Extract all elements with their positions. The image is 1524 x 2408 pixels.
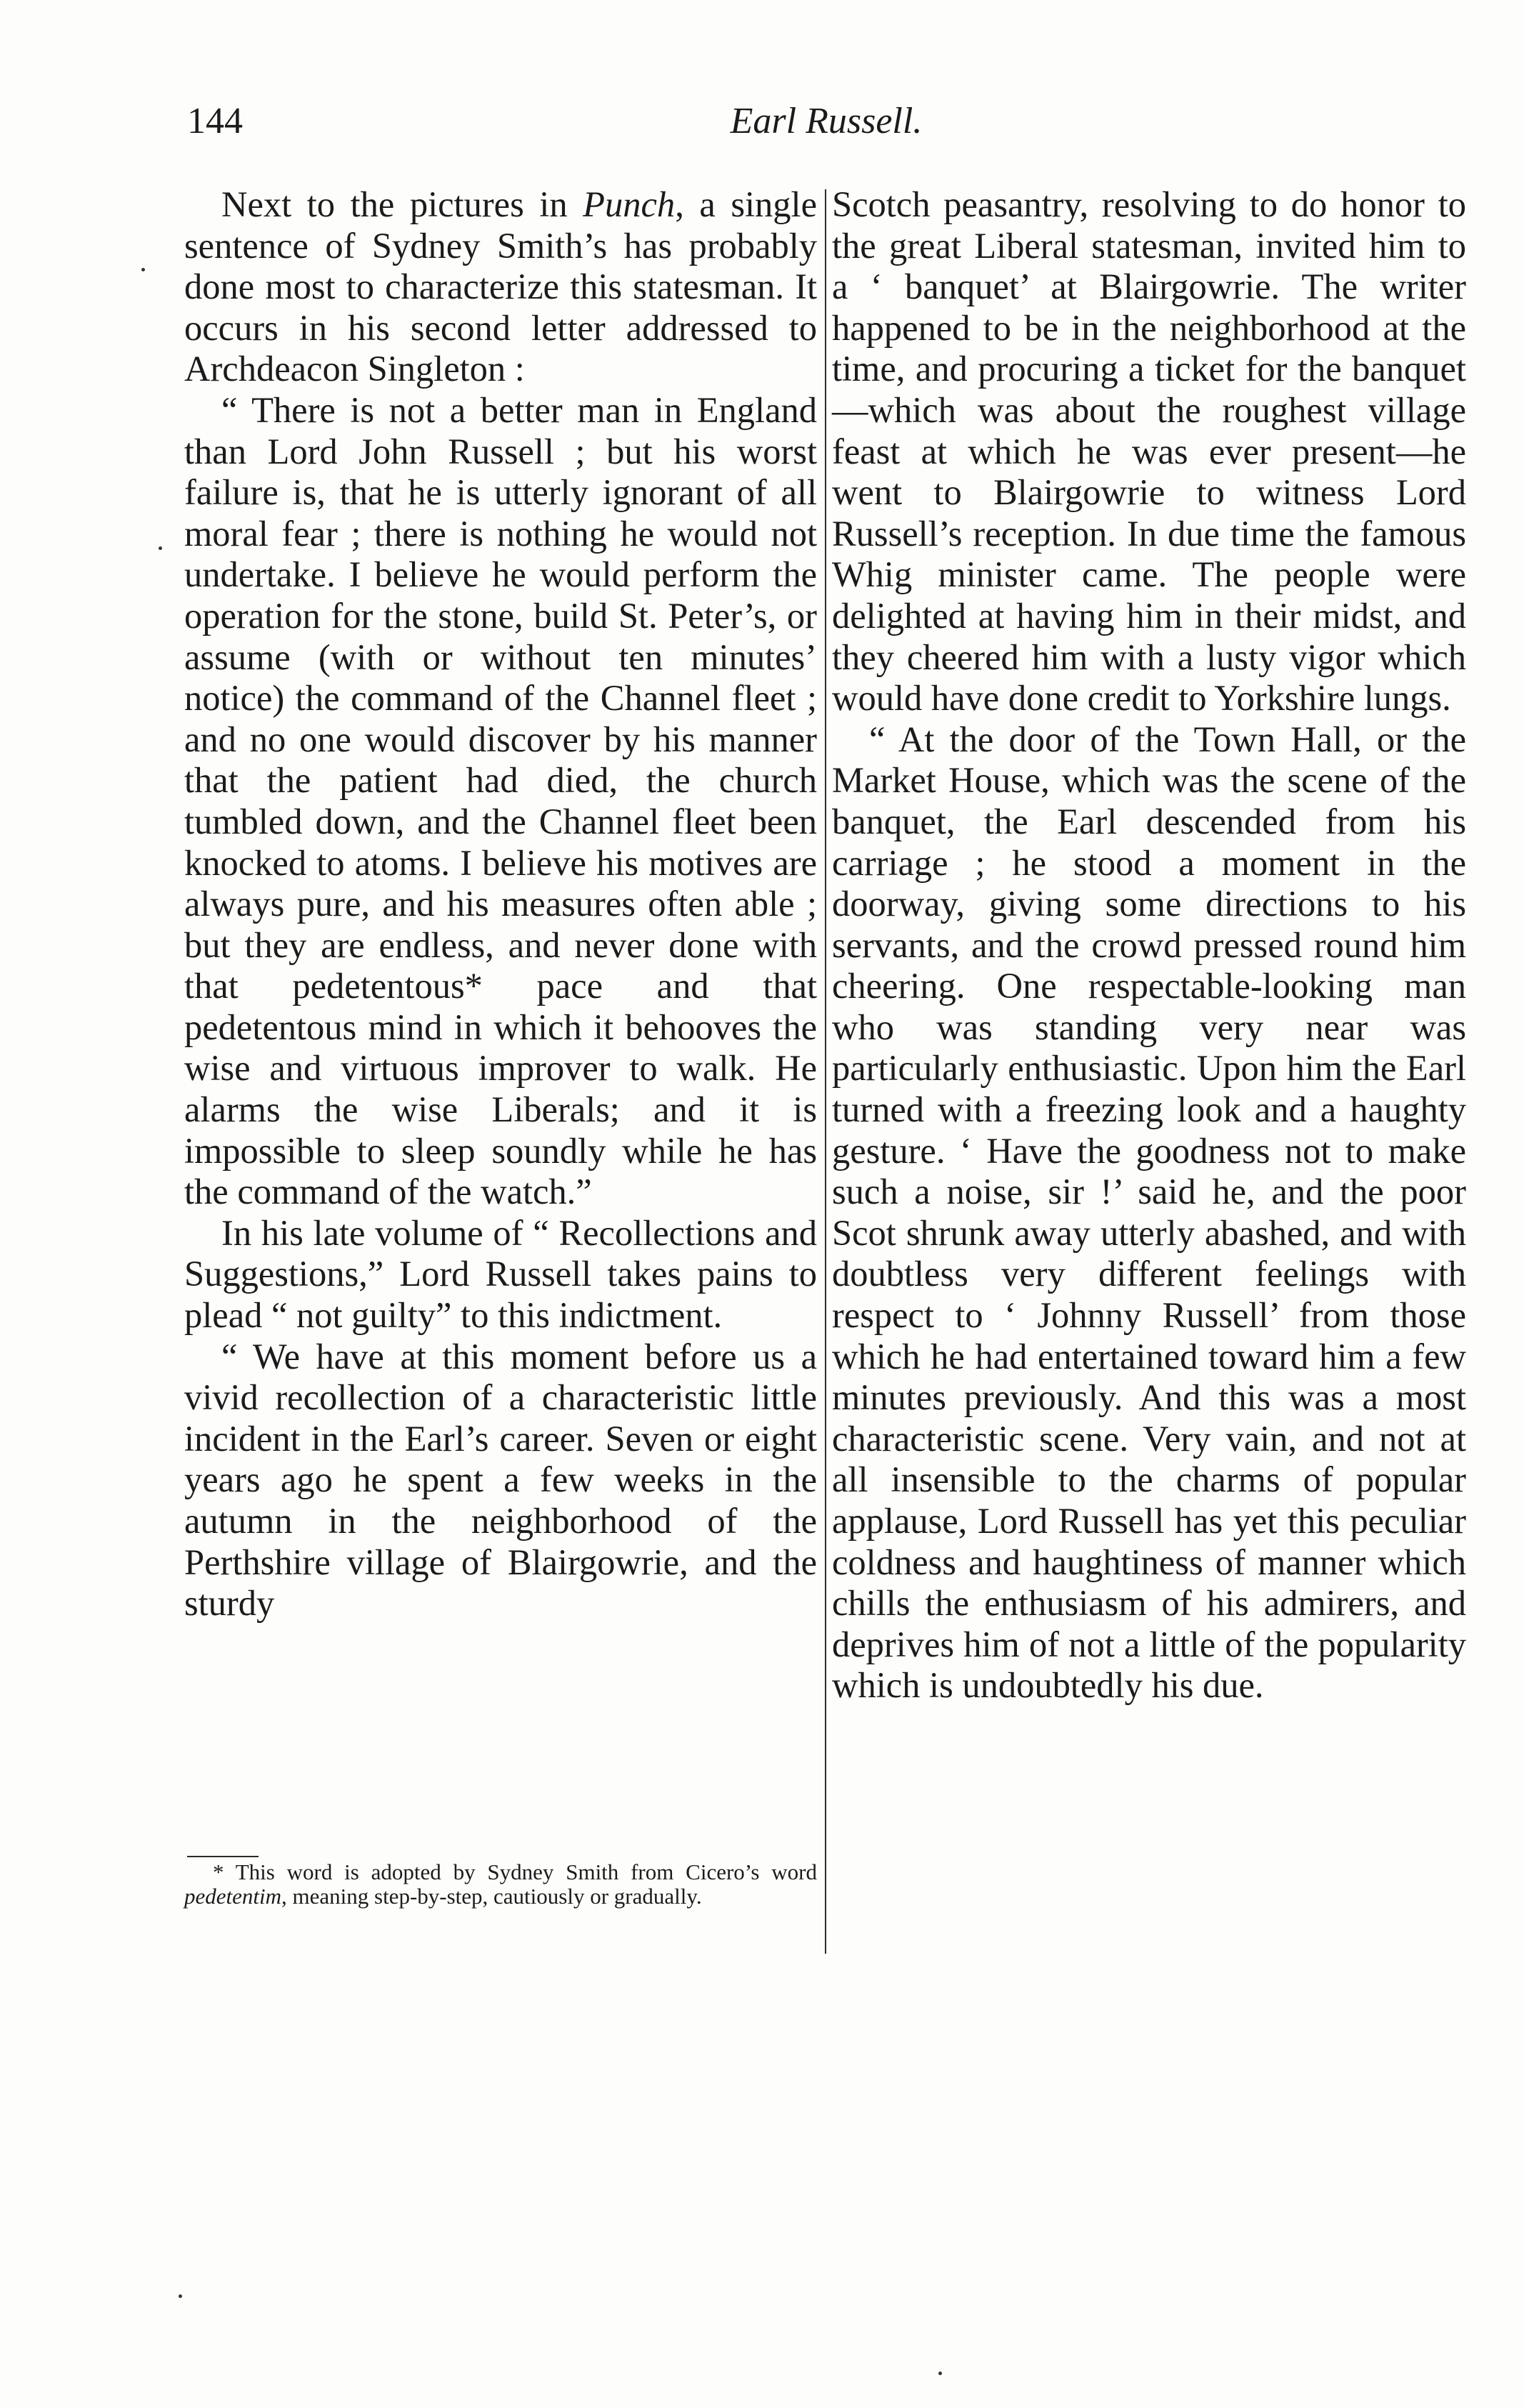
scan-speck (938, 2372, 942, 2375)
footnote-rule (187, 1856, 259, 1857)
paragraph: “ At the door of the Town Hall, or the Market House, which was the scene of the banquet, the Earl descended from his carriage ; he stood a moment in the doorway, giving some directions to his servants, and the crowd pressed round him cheering. One respectable-looking man who was standing very near was particularly enthusiastic. Upon him the Earl turned with a freezing look and a haughty gesture. ‘ Have the goodness not to make such a noise, sir !’ said he, and the poor Scot shrunk away utterly abashed, and with doubtless very different feelings with respect to ‘ Johnny Russell’ from those which he had entertained toward him a few minutes previously. And this was a most characteristic scene. Very vain, and not at all insensible to the charms of popular applause, Lord Russell has yet this peculiar coldness and haughtiness of manner which chills the enthusiasm of his admirers, and deprives him of not a little of the popularity which is undoubtedly his due. (832, 719, 1466, 1706)
scan-speck (141, 268, 145, 271)
column-divider (825, 189, 826, 1954)
page-header (187, 100, 1465, 150)
footnote: * This word is adopted by Sydney Smith from Cicero’s word pedetentim, meaning step-by-step, cautiously or gradually. (184, 1859, 817, 1909)
italic-word: pedetentim (184, 1884, 282, 1909)
scan-speck (159, 546, 162, 550)
paragraph: Next to the pictures in Punch, a single sentence of Sydney Smith’s has probably done most to characterize this statesman. It occurs in his second letter addressed to Archdeacon Singleton : (184, 184, 818, 389)
paragraph: Scotch peasantry, resolving to do honor to the great Liberal statesman, invited him to a ‘ banquet’ at Blairgowrie. The writer happened to be in the neighborhood at the time, and procuring a ticket for the banquet—which was about the roughest village feast at which he was ever present—he went to Blairgowrie to witness Lord Russell’s reception. In due time the famous Whig minister came. The people were delighted at having him in their midst, and they cheered him with a lusty vigor which would have done credit to Yorkshire lungs. (832, 184, 1466, 719)
right-column (832, 184, 1466, 1707)
paragraph: In his late volume of “ Recollections and Suggestions,” Lord Russell takes pains to plead “ not guilty” to this indictment. (184, 1212, 817, 1336)
paragraph: “ There is not a better man in England than Lord John Russell ; but his worst failure is, that he is utterly ignorant of all moral fear ; there is nothing he would not undertake. I believe he would perform the operation for the stone, build St. Peter’s, or assume (with or without ten minutes’ notice) the command of the Channel fleet ; and no one would discover by his manner that the patient had died, the church tumbled down, and the Channel fleet been knocked to atoms. I believe his motives are always pure, and his measures often able ; but they are endless, and never done with that pedetentous* pace and that pedetentous mind in which it behooves the wise and virtuous improver to walk. He alarms the wise Liberals; and it is impossible to sleep soundly while he has the command of the watch.” (184, 389, 817, 1212)
italic-word: Punch (583, 184, 676, 224)
paragraph: “ We have at this moment before us a vivid recollection of a characteristic little incident in the Earl’s career. Seven or eight years ago he spent a few weeks in the autumn in the neighborhood of the Perthshire village of Blairgowrie, and the sturdy (184, 1336, 817, 1624)
running-title: Earl Russell. (730, 101, 923, 141)
scan-speck (179, 2294, 182, 2298)
left-column (184, 184, 817, 1624)
page-number: 144 (187, 101, 243, 141)
